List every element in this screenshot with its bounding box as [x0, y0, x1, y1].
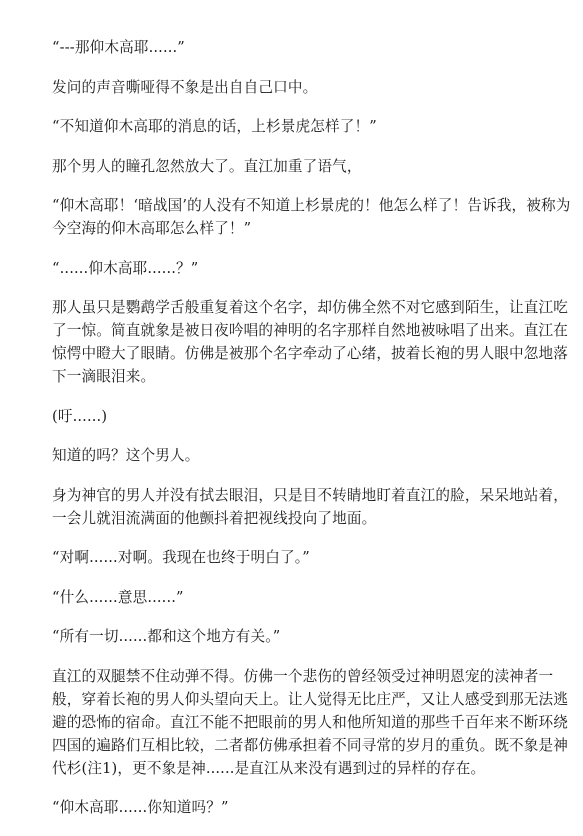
paragraph-5: “仰木高耶！‘暗战国’的人没有不知道上杉景虎的！他怎么样了！告诉我，被称为今空海的仰木高耶怎么样了！”	[52, 197, 571, 237]
paragraph-8: (吁......)	[52, 407, 108, 425]
paragraph-10: 身为神官的男人并没有拭去眼泪，只是目不转睛地盯着直江的脸，呆呆地站着，一会儿就泪流满面的他颤抖着把视线投向了地面。	[52, 486, 569, 527]
paragraph-4: 那个男人的瞳孔忽然放大了。直江加重了语气，	[52, 157, 362, 175]
paragraph-3: “不知道仰木高耶的消息的话，上杉景虎怎样了！”	[52, 118, 377, 135]
paragraph-12: “什么......意思......”	[52, 588, 184, 606]
paragraph-15: “仰木高耶......你知道吗？”	[52, 799, 229, 816]
paragraph-13: “所有一切......都和这个地方有关。”	[52, 628, 281, 645]
paragraph-2: 发问的声音嘶哑得不象是出自自己口中。	[52, 78, 318, 96]
paragraph-1: “---那仰木高耶......”	[52, 39, 185, 56]
paragraph-14: 直江的双腿禁不住动弹不得。仿佛一个悲伤的曾经领受过神明恩宠的渎神者一般，穿着长袍的男人仰头望向天上。让人觉得无比庄严，又让人感受到那无法逃避的恐怖的宿命。直江不能不把眼前的男人和他所知道的那些千百年来不断环绕四国的遍路们互相比较，二者都仿佛承担着不同寻常的岁月的重负。既不象是神代杉(注1)，更不象是神......是直江从来没有遇到过的异样的存在。	[52, 667, 569, 777]
paragraph-9: 知道的吗？这个男人。	[52, 447, 200, 464]
paragraph-6: “......仰木高耶......？”	[52, 259, 199, 277]
document-page	[52, 36, 574, 836]
paragraph-11: “对啊......对啊。我现在也终于明白了。”	[52, 549, 310, 566]
paragraph-7: 那人虽只是鹦鹉学舌般重复着这个名字，却仿佛全然不对它感到陌生，让直江吃了一惊。简直就象是被日夜吟唱的神明的名字那样自然地被咏唱了出来。直江在惊愕中瞪大了眼睛。仿佛是被那个名字牵动了心绪，披着长袍的男人眼中忽地落下一滴眼泪来。	[52, 299, 569, 385]
